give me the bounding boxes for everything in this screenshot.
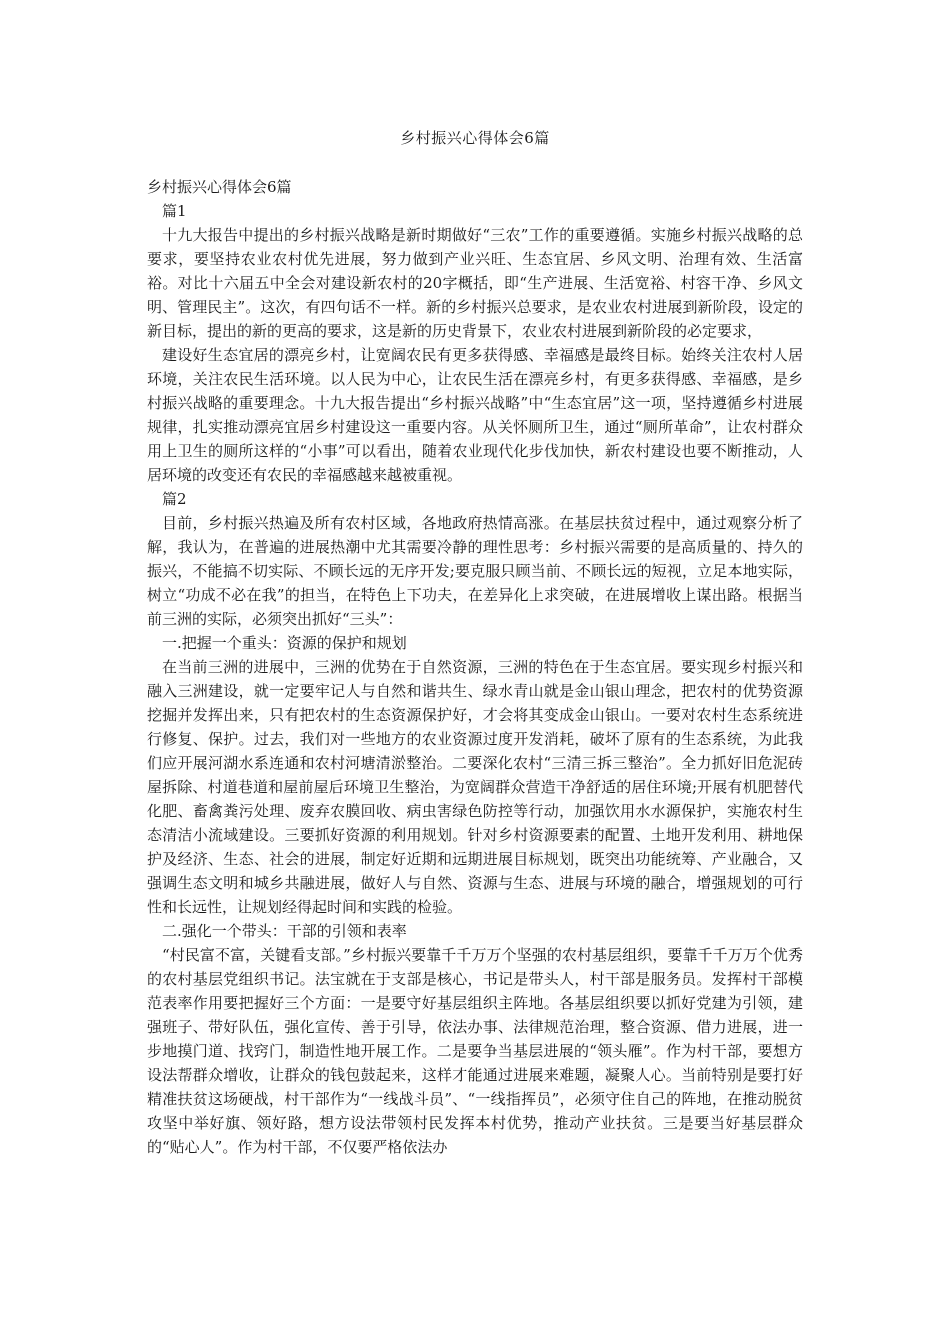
section-heading-2: 篇2 [162, 490, 187, 508]
paragraph: “村民富不富，关键看支部。”乡村振兴要靠千千万万个坚强的农村基层组织，要靠千千万万个优秀的农村基层党组织书记。法宝就在于支部是核心，书记是带头人，村干部是服务员。发挥村干部模范表率作用要把握好三个方面：一是要守好基层组织主阵地。各基层组织要以抓好党建为引领，建强班子、带好队伍，强化宣传、善于引导，依法办事、法律规范治理，整合资源、借力进展，进一步地摸门道、找窍门，制造性地开展工作。二是要争当基层进展的“领头雁”。作为村干部，要想方设法帮群众增收，让群众的钱包鼓起来，这样才能通过进展来难题，凝聚人心。当前特别是要打好精准扶贫这场硬战，村干部作为“一线战斗员”、“一线指挥员”，必须守住自己的阵地，在推动脱贫攻坚中举好旗、领好路，想方设法带领村民发挥本村优势，推动产业扶贫。三是要当好基层群众的“贴心人”。作为村干部，不仅要严格依法办 [147, 946, 803, 1156]
document-subtitle: 乡村振兴心得体会6篇 [147, 178, 292, 196]
section-heading-1: 篇1 [162, 202, 187, 220]
paragraph: 十九大报告中提出的乡村振兴战略是新时期做好“三农”工作的重要遵循。实施乡村振兴战略的总要求，要坚持农业农村优先进展，努力做到产业兴旺、生态宜居、乡风文明、治理有效、生活富裕。对比十六届五中全会对建设新农村的20字概括，即“生产进展、生活宽裕、村容干净、乡风文明、管理民主”。这次，有四句话不一样。新的乡村振兴总要求，是农业农村进展到新阶段，设定的新目标，提出的新的更高的要求，这是新的历史背景下，农业农村进展到新阶段的必定要求， [147, 226, 803, 340]
point-heading-2: 二.强化一个带头：干部的引领和表率 [162, 922, 407, 940]
document-body [147, 175, 803, 1159]
paragraph: 目前，乡村振兴热遍及所有农村区域，各地政府热情高涨。在基层扶贫过程中，通过观察分析了解，我认为，在普遍的进展热潮中尤其需要冷静的理性思考：乡村振兴需要的是高质量的、持久的振兴，不能搞不切实际、不顾长远的无序开发;要克服只顾当前、不顾长远的短视，立足本地实际，树立“功成不必在我”的担当，在特色上下功夫，在差异化上求突破，在进展增收上谋出路。根据当前三洲的实际，必须突出抓好“三头”： [147, 514, 803, 628]
paragraph: 在当前三洲的进展中，三洲的优势在于自然资源，三洲的特色在于生态宜居。要实现乡村振兴和融入三洲建设，就一定要牢记人与自然和谐共生、绿水青山就是金山银山理念，把农村的优势资源挖掘并发挥出来，只有把农村的生态资源保护好，才会将其变成金山银山。一要对农村生态系统进行修复、保护。过去，我们对一些地方的农业资源过度开发消耗，破坏了原有的生态系统，为此我们应开展河湖水系连通和农村河塘清淤整治。二要深化农村“三清三拆三整治”。全力抓好旧危泥砖屋拆除、村道巷道和屋前屋后环境卫生整治，为宽阔群众营造干净舒适的居住环境;开展有机肥替代化肥、畜禽粪污处理、废弃农膜回收、病虫害绿色防控等行动，加强饮用水水源保护，实施农村生态清洁小流域建设。三要抓好资源的利用规划。针对乡村资源要素的配置、土地开发利用、耕地保护及经济、生态、社会的进展，制定好近期和远期进展目标规划，既突出功能统筹、产业融合，又强调生态文明和城乡共融进展，做好人与自然、资源与生态、进展与环境的融合，增强规划的可行性和长远性，让规划经得起时间和实践的检验。 [147, 658, 803, 916]
paragraph: 建设好生态宜居的漂亮乡村，让宽阔农民有更多获得感、幸福感是最终目标。始终关注农村人居环境，关注农民生活环境。以人民为中心，让农民生活在漂亮乡村，有更多获得感、幸福感，是乡村振兴战略的重要理念。十九大报告提出“乡村振兴战略”中“生态宜居”这一项，坚持遵循乡村进展规律，扎实推动漂亮宜居乡村建设这一重要内容。从关怀厕所卫生，通过“厕所革命”，让农村群众用上卫生的厕所这样的“小事”可以看出，随着农业现代化步伐加快，新农村建设也要不断推动，人居环境的改变还有农民的幸福感越来越被重视。 [147, 346, 803, 484]
point-heading-1: 一.把握一个重头：资源的保护和规划 [162, 634, 407, 652]
page-title: 乡村振兴心得体会6篇 [400, 129, 550, 147]
